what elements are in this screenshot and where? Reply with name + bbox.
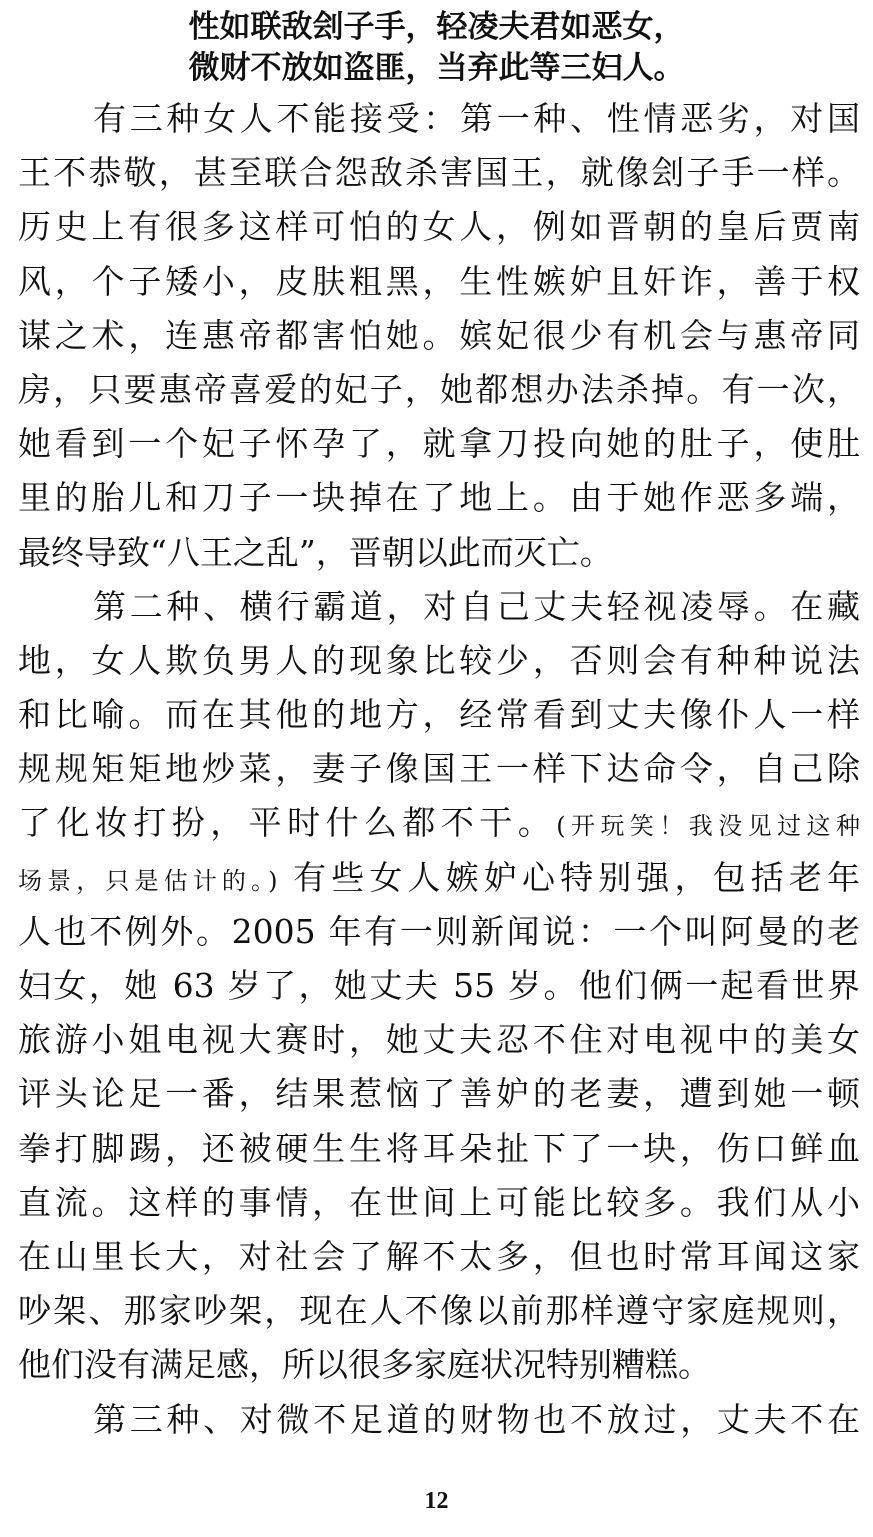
text-line: 吵架、那家吵架，现在人不像以前那样遵守家庭规则， xyxy=(18,1291,860,1331)
text-line: 妇女，她 63 岁了，她丈夫 55 岁。他们俩一起看世界 xyxy=(18,966,860,1005)
aside-note: (开玩笑！我没见过这种 xyxy=(556,812,860,841)
text-line: 第二种、横行霸道，对自己丈夫轻视凌辱。在藏 xyxy=(93,586,860,626)
text-line: 旅游小姐电视大赛时，她丈夫忍不住对电视中的美女 xyxy=(18,1020,860,1060)
verse-line-2: 微财不放如盗匪，当弃此等三妇人。 xyxy=(188,50,685,86)
text-line: 评头论足一番，结果惹恼了善妒的老妻，遭到她一顿 xyxy=(18,1074,860,1114)
text-line: 房，只要惠帝喜爱的妃子，她都想办法杀掉。有一次， xyxy=(18,369,860,409)
text-line: 在山里长大，对社会了解不太多，但也时常耳闻这家 xyxy=(18,1236,860,1276)
page-number: 12 xyxy=(424,1488,449,1514)
text-line: 谋之术，连惠帝都害怕她。嫔妃很少有机会与惠帝同 xyxy=(18,315,860,355)
text-line: 地，女人欺负男人的现象比较少，否则会有种种说法 xyxy=(18,640,860,680)
text-line: 和比喻。而在其他的地方，经常看到丈夫像仆人一样 xyxy=(18,695,860,735)
text-line: 规规矩矩地炒菜，妻子像国王一样下达命令，自己除 xyxy=(18,749,860,789)
text-line xyxy=(18,796,860,850)
text-line: 拳打脚踢，还被硬生生将耳朵扯下了一块，伤口鲜血 xyxy=(18,1128,860,1168)
text-line: 人也不例外。2005 年有一则新闻说：一个叫阿曼的老 xyxy=(18,911,860,951)
text-line: 她看到一个妃子怀孕了，就拿刀投向她的肚子，使肚 xyxy=(18,424,860,464)
text-line: 历史上有很多这样可怕的女人，例如晋朝的皇后贾南 xyxy=(18,207,860,247)
text-line: 王不恭敬，甚至联合怨敌杀害国王，就像刽子手一样。 xyxy=(18,153,860,193)
text-line: 最终导致“八王之乱”，晋朝以此而灭亡。 xyxy=(18,532,613,572)
aside-note: 场景，只是估计的。) xyxy=(18,866,278,895)
text-segment: 有些女人嫉妒心特别强，包括老年 xyxy=(293,857,860,897)
text-line: 有三种女人不能接受：第一种、性情恶劣，对国 xyxy=(93,99,860,138)
body-text xyxy=(18,92,860,1447)
text-line: 风，个子矮小，皮肤粗黑，生性嫉妒且奸诈，善于权 xyxy=(18,261,860,301)
text-line: 第三种、对微不足道的财物也不放过，丈夫不在 xyxy=(93,1399,860,1439)
text-line xyxy=(18,851,860,905)
text-segment: 了化妆打扮，平时什么都不干。 xyxy=(18,803,557,843)
verse-line-1: 性如联敌刽子手，轻凌夫君如恶女， xyxy=(188,9,685,45)
text-line: 他们没有满足感，所以很多家庭状况特别糟糕。 xyxy=(18,1345,711,1385)
text-line: 里的胎儿和刀子一块掉在了地上。由于她作恶多端， xyxy=(18,478,860,518)
text-line: 直流。这样的事情，在世间上可能比较多。我们从小 xyxy=(18,1182,860,1222)
